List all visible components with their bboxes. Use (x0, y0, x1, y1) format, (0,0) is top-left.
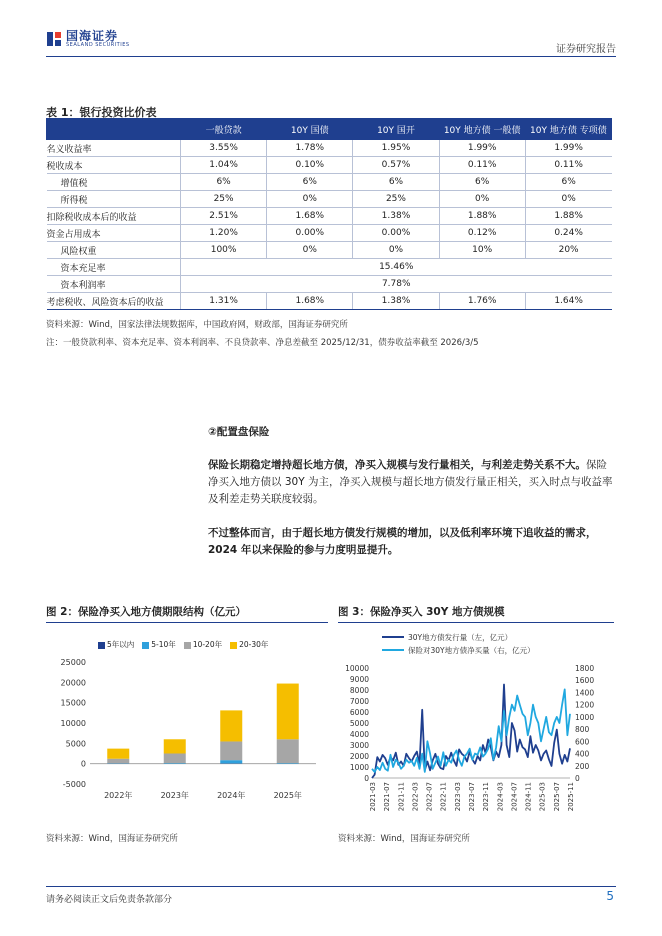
figure2-divider (46, 622, 328, 623)
paragraph-1 (208, 457, 614, 508)
bar-segment (107, 749, 129, 759)
row-label: 名义收益率 (47, 140, 181, 157)
figure3-title: 图 3：保险净买入 30Y 地方债规模 (338, 606, 505, 618)
x-tick-label: 2021-11 (397, 782, 406, 812)
table-note: 注：一般贷款利率、资本充足率、资本利润率、不良贷款率、净息差截至 2025/12/31，债券收益率截至 2026/3/5 (46, 338, 479, 348)
table-cell: 1.95% (353, 140, 439, 157)
bar-segment (220, 741, 242, 760)
table-cell: 0% (267, 242, 353, 259)
legend-item (142, 639, 176, 650)
table-cell: 6% (181, 174, 267, 191)
bank-comparison-table (46, 118, 612, 310)
y-tick-label: 10000 (60, 719, 86, 728)
table-row (47, 157, 612, 174)
bar-segment (220, 760, 242, 763)
legend-swatch (230, 642, 237, 649)
table-cell: 0% (439, 191, 525, 208)
table-cell: 0.11% (525, 157, 611, 174)
table-body (47, 140, 612, 310)
table-cell: 2.51% (181, 208, 267, 225)
y-right-tick-label: 1400 (575, 688, 595, 698)
table-cell: 1.76% (439, 293, 525, 310)
y-left-tick-label: 8000 (349, 686, 369, 695)
table-col-header: 10Y 国开 (353, 119, 439, 140)
row-label: 资本利润率 (47, 276, 181, 293)
y-left-tick-label: 1000 (349, 763, 369, 772)
report-type: 证券研究报告 (556, 44, 616, 55)
table-cell: 25% (181, 191, 267, 208)
table-cell-merged: 7.78% (181, 276, 612, 293)
y-right-tick-label: 800 (575, 725, 590, 735)
header-divider (46, 56, 616, 57)
table-header-row (47, 119, 612, 140)
legend-swatch (142, 642, 149, 649)
table-cell: 6% (439, 174, 525, 191)
legend-swatch (98, 642, 105, 649)
figure2-source: 资料来源：Wind，国海证券研究所 (46, 834, 178, 844)
table-row (47, 259, 612, 276)
legend-label: 30Y地方债发行量（左，亿元） (408, 633, 513, 642)
y-right-tick-label: 0 (575, 774, 580, 783)
table-row (47, 225, 612, 242)
table-row (47, 174, 612, 191)
x-tick-label: 2022年 (104, 791, 133, 800)
legend-item (98, 639, 134, 650)
y-right-tick-label: 400 (575, 749, 590, 759)
row-label: 扣除税收成本后的收益 (47, 208, 181, 225)
table-cell: 100% (181, 242, 267, 259)
y-left-tick-label: 6000 (349, 708, 369, 717)
section-title: ②配置盘保险 (208, 426, 270, 438)
table-cell: 20% (525, 242, 611, 259)
table-col-header: 一般贷款 (181, 119, 267, 140)
y-left-tick-label: 5000 (349, 719, 369, 728)
x-tick-label: 2022-03 (411, 782, 420, 812)
y-tick-label: 20000 (60, 678, 86, 688)
table-row (47, 191, 612, 208)
table-col-header: 10Y 地方债 一般债 (439, 119, 525, 140)
table-cell: 6% (353, 174, 439, 191)
y-left-tick-label: 0 (364, 774, 369, 783)
legend-item (230, 639, 268, 650)
table-cell: 0.00% (267, 225, 353, 242)
figure3-divider (338, 622, 614, 623)
x-tick-label: 2025年 (273, 791, 302, 800)
bar-segment (277, 739, 299, 763)
bar-segment (220, 710, 242, 741)
bar-segment (164, 763, 186, 764)
table-cell: 1.88% (525, 208, 611, 225)
logo-subtext: SEALAND SECURITIES (66, 42, 130, 48)
x-tick-label: 2022-07 (425, 782, 434, 812)
y-right-tick-label: 1000 (575, 712, 595, 722)
legend-label: 20-30年 (239, 640, 269, 649)
company-logo (46, 30, 130, 48)
y-tick-label: 15000 (60, 698, 86, 708)
row-label: 所得税 (47, 191, 181, 208)
table-col-header (47, 119, 181, 140)
y-tick-label: -5000 (62, 780, 86, 789)
table-col-header: 10Y 国债 (267, 119, 353, 140)
legend-label: 保险对30Y地方债净买量（右，亿元） (408, 646, 535, 655)
row-label: 资本充足率 (47, 259, 181, 276)
y-right-tick-label: 1600 (575, 676, 595, 686)
bar-segment (107, 759, 129, 763)
footer-divider (46, 886, 616, 887)
y-tick-label: 0 (80, 759, 86, 769)
table-row (47, 242, 612, 259)
table-cell: 1.31% (181, 293, 267, 310)
table-row (47, 276, 612, 293)
x-tick-label: 2024-11 (524, 782, 533, 812)
table-row (47, 208, 612, 225)
table-cell: 1.88% (439, 208, 525, 225)
table-cell: 3.55% (181, 140, 267, 157)
bar-segment (164, 754, 186, 764)
table-cell: 0% (267, 191, 353, 208)
row-label: 增值税 (47, 174, 181, 191)
table-cell: 1.20% (181, 225, 267, 242)
x-tick-label: 2021-03 (369, 782, 377, 812)
table-row (47, 293, 612, 310)
table-cell: 6% (525, 174, 611, 191)
x-tick-label: 2024年 (217, 791, 246, 800)
y-right-tick-label: 200 (575, 761, 590, 771)
legend-label: 10-20年 (192, 640, 223, 649)
table-cell: 1.04% (181, 157, 267, 174)
y-left-tick-label: 3000 (349, 741, 369, 750)
table-title: 表 1：银行投资比价表 (46, 106, 157, 119)
table-source: 资料来源：Wind，国家法律法规数据库，中国政府网，财政部，国海证券研究所 (46, 320, 348, 330)
table-cell: 1.68% (267, 208, 353, 225)
page-number: 5 (606, 889, 614, 903)
table-cell: 1.38% (353, 293, 439, 310)
x-tick-label: 2022-11 (439, 782, 448, 812)
x-tick-label: 2023-07 (468, 782, 476, 812)
table-row (47, 140, 612, 157)
y-right-tick-label: 1800 (575, 664, 595, 673)
figure2-title: 图 2：保险净买入地方债期限结构（亿元） (46, 606, 246, 618)
row-label: 考虑税收、风险资本后的收益 (47, 293, 181, 310)
logo-text: 国海证券 (66, 29, 119, 43)
table-cell: 0.12% (439, 225, 525, 242)
x-tick-label: 2025-07 (552, 782, 561, 812)
bar-segment (277, 684, 299, 740)
x-tick-label: 2023-11 (482, 782, 491, 812)
table-cell: 6% (267, 174, 353, 191)
y-left-tick-label: 2000 (349, 752, 369, 761)
y-tick-label: 5000 (65, 739, 86, 749)
figure2-legend (98, 639, 268, 650)
legend-swatch (184, 642, 191, 649)
logo-icon (46, 31, 62, 47)
y-right-tick-label: 600 (575, 737, 590, 747)
table-cell-merged: 15.46% (181, 259, 612, 276)
paragraph-2 (208, 525, 614, 559)
table-cell: 0.00% (353, 225, 439, 242)
table-cell: 1.38% (353, 208, 439, 225)
y-left-tick-label: 10000 (345, 664, 369, 673)
legend-item (184, 639, 222, 650)
table-cell: 0.57% (353, 157, 439, 174)
x-tick-label: 2024-03 (496, 782, 505, 812)
table-cell: 1.99% (439, 140, 525, 157)
y-left-tick-label: 7000 (349, 697, 369, 706)
table-cell: 0% (353, 242, 439, 259)
bar-segment (277, 763, 299, 764)
table-cell: 0.11% (439, 157, 525, 174)
row-label: 税收成本 (47, 157, 181, 174)
table-cell: 1.78% (267, 140, 353, 157)
paragraph-2-lead: 不过整体而言，由于超长地方债发行规模的增加，以及低利率环境下追收益的需求，2024 年以来保险的参与力度明显提升。 (208, 527, 597, 556)
table-cell: 0.10% (267, 157, 353, 174)
table-cell: 0% (525, 191, 611, 208)
x-tick-label: 2024-07 (510, 782, 519, 812)
paragraph-1-body: 保险净买入地方债以 30Y 为主，净买入规模与超长地方债发行量正相关，买入时点与收益率及利差走势关联度较弱。 (208, 459, 613, 505)
y-left-tick-label: 4000 (349, 730, 369, 739)
table-cell: 25% (353, 191, 439, 208)
table-cell: 10% (439, 242, 525, 259)
x-tick-label: 2025-11 (567, 782, 575, 812)
legend-label: 5年以内 (107, 640, 135, 649)
y-tick-label: 25000 (60, 658, 86, 667)
y-right-tick-label: 1200 (575, 700, 595, 710)
table-cell: 1.99% (525, 140, 611, 157)
x-tick-label: 2025-03 (538, 782, 547, 812)
paragraph-1-lead: 保险长期稳定增持超长地方债，净买入规模与发行量相关，与利差走势关系不大。 (208, 459, 586, 471)
x-tick-label: 2023-03 (453, 782, 462, 812)
row-label: 资金占用成本 (47, 225, 181, 242)
x-tick-label: 2023年 (160, 791, 189, 800)
table-cell: 0.24% (525, 225, 611, 242)
y-left-tick-label: 9000 (349, 675, 369, 684)
table-cell: 1.68% (267, 293, 353, 310)
bar-segment (164, 739, 186, 753)
figure2-chart (46, 652, 328, 812)
footer-disclaimer: 请务必阅读正文后免责条款部分 (46, 895, 173, 905)
row-label: 风险权重 (47, 242, 181, 259)
table-col-header: 10Y 地方债 专项债 (525, 119, 611, 140)
table-cell: 1.64% (525, 293, 611, 310)
figure3-chart (338, 628, 614, 824)
legend-label: 5-10年 (151, 640, 176, 649)
figure3-source: 资料来源：Wind，国海证券研究所 (338, 834, 470, 844)
x-tick-label: 2021-07 (383, 782, 392, 812)
